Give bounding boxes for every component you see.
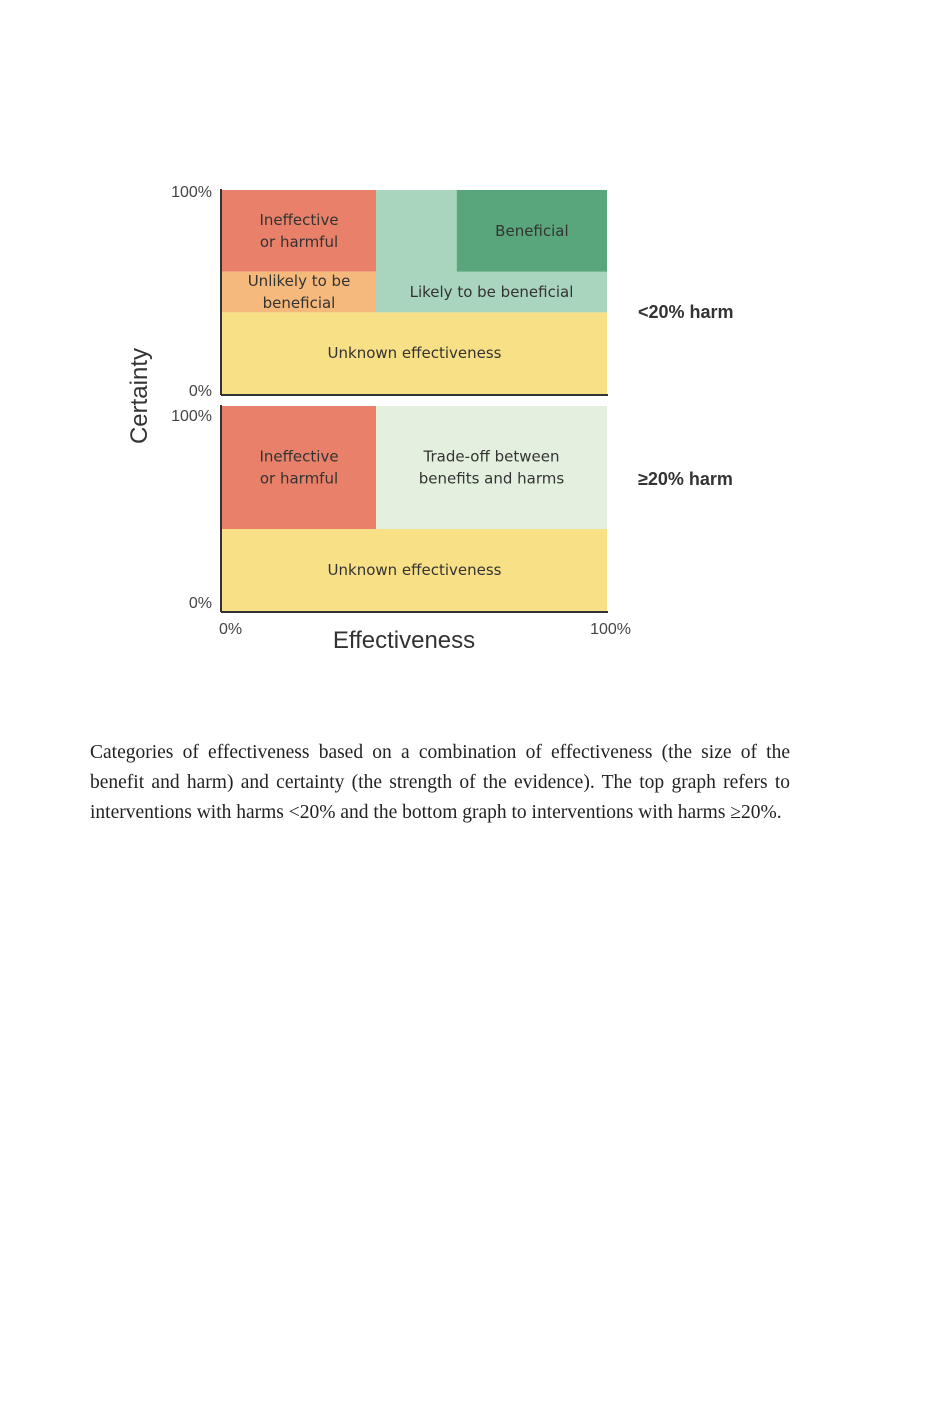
region-label-unknown: Unknown effectiveness	[327, 561, 502, 579]
x-axis-title: Effectiveness	[332, 627, 476, 654]
region-label-likely: Likely to be beneficial	[409, 283, 574, 301]
x-tick-0: 0%	[219, 621, 243, 638]
y-tick-bottom-0: 0%	[188, 595, 212, 612]
region-label-ineffective: Ineffective	[259, 210, 339, 229]
figure-caption: Categories of effectiveness based on a combination of effectiveness (the size of the benefit and harm) and certainty (the strength of the evidence). The top graph refers to interventions with harms <20% and the bottom graph to interventions with harms ≥20%.	[90, 742, 790, 823]
panel-harm-under-20	[222, 190, 607, 394]
region-label-tradeoff: benefits and harms	[418, 469, 565, 488]
region-label-beneficial: Beneficial	[495, 221, 569, 240]
region-label-ineffective: Ineffective	[259, 447, 339, 466]
region-label-unlikely: beneficial	[262, 294, 336, 312]
y-axis-title: Certainty	[126, 347, 153, 445]
region-ineffective	[222, 406, 376, 529]
effectiveness-certainty-figure	[0, 0, 934, 700]
region-ineffective	[222, 190, 376, 272]
region-label-unknown: Unknown effectiveness	[327, 344, 502, 363]
region-label-tradeoff: Trade-off between	[423, 447, 560, 466]
y-tick-top-0: 0%	[188, 383, 212, 400]
harm-label-bottom: ≥20% harm	[638, 469, 733, 489]
y-tick-bottom-100: 100%	[171, 408, 212, 425]
x-tick-100: 100%	[590, 621, 631, 638]
region-label-ineffective: or harmful	[259, 469, 339, 488]
panel-harm-20-or-more	[222, 406, 607, 611]
y-tick-top-100: 100%	[171, 184, 212, 201]
region-tradeoff	[376, 406, 607, 529]
region-label-unlikely: Unlikely to be	[247, 272, 351, 290]
harm-label-top: <20% harm	[638, 302, 734, 322]
region-label-ineffective: or harmful	[259, 232, 339, 251]
